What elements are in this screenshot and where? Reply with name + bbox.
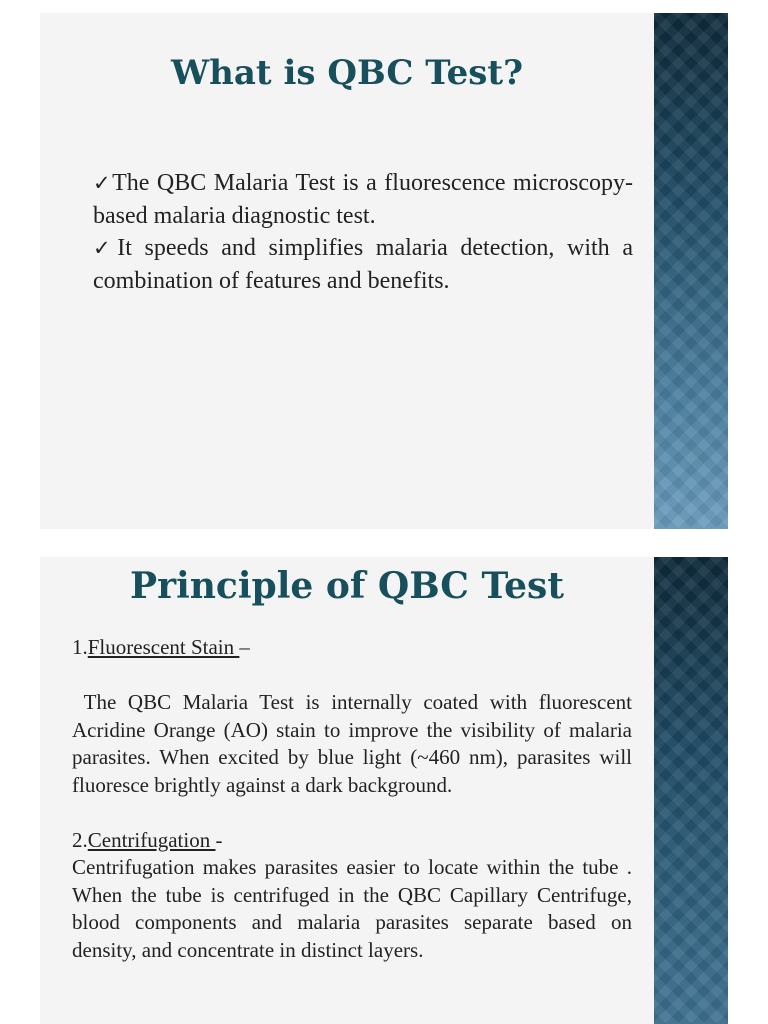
section-paragraph xyxy=(72,854,632,964)
slide-what-is-qbc xyxy=(40,13,728,529)
decorative-side-bar xyxy=(654,13,728,529)
slide-title: What is QBC Test? xyxy=(170,53,524,93)
slide-principle-of-qbc xyxy=(40,557,728,1024)
section-number: 2. xyxy=(72,827,88,852)
section-heading-text: Centrifugation xyxy=(87,827,216,852)
checkmark-icon: ✓ xyxy=(93,171,113,195)
section-heading xyxy=(72,827,632,855)
section-dash: – xyxy=(239,635,250,659)
slide-body xyxy=(93,167,633,297)
spacer xyxy=(72,662,632,690)
section-heading-text: Fluorescent Stain xyxy=(87,635,240,659)
section-dash: - xyxy=(215,827,223,852)
decorative-side-bar xyxy=(654,557,728,1024)
bullet-item xyxy=(93,232,633,297)
checkmark-icon: ✓ xyxy=(93,236,118,260)
paragraph-text: The QBC Malaria Test is internally coated with fluorescent Acridine Orange (AO) stain to improve the visibility of malaria parasites. When excited by blue light (~460 nm), parasites will fluoresce brightly against a dark background. xyxy=(72,690,633,797)
section-number: 1. xyxy=(72,635,88,659)
section-heading xyxy=(72,634,632,662)
slide-title: Principle of QBC Test xyxy=(130,565,564,607)
spacer xyxy=(72,799,632,827)
paragraph-text: Centrifugation makes parasites easier to locate within the tube . When the tube is centrifuged in the QBC Capillary Centrifuge, blood components and malaria parasites separate based on density, and concentrate in distinct layers. xyxy=(72,855,632,962)
bullet-text: It speeds and simplifies malaria detection, with a combination of features and benefits. xyxy=(93,235,633,294)
section-paragraph xyxy=(72,689,632,799)
slide-body xyxy=(72,634,632,964)
bullet-text: The QBC Malaria Test is a fluorescence microscopy-based malaria diagnostic test. xyxy=(93,170,633,229)
bullet-item xyxy=(93,167,633,232)
